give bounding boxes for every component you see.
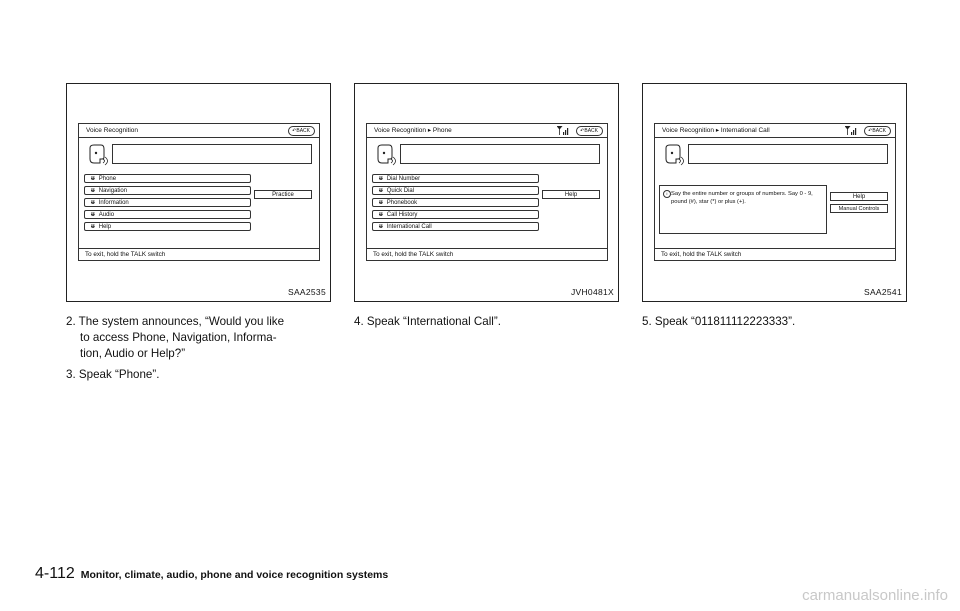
signal-strength-icon	[557, 126, 569, 135]
menu-item-help[interactable]: ᵿ Help	[84, 222, 251, 231]
step-3: 3. Speak “Phone”.	[66, 368, 160, 381]
voice-command-icon: ᵿ	[91, 176, 95, 182]
screen-footer: To exit, hold the TALK switch	[655, 248, 895, 260]
signal-strength-icon	[845, 126, 857, 135]
screen-title: Voice Recognition ▸ Phone	[374, 127, 452, 134]
screen-title: Voice Recognition	[86, 127, 139, 134]
menu-item-call-history[interactable]: ᵿ Call History	[372, 210, 539, 219]
menu-item-international-call[interactable]: ᵿ International Call	[372, 222, 539, 231]
menu-item-information[interactable]: ᵿ Information	[84, 198, 251, 207]
voice-command-icon: ᵿ	[91, 188, 95, 194]
caption-column-1	[66, 314, 336, 383]
step-5: 5. Speak “011811112223333”.	[642, 315, 796, 328]
menu-item-audio[interactable]: ᵿ Audio	[84, 210, 251, 219]
voice-head-icon	[374, 144, 398, 170]
figure-code: SAA2541	[863, 287, 902, 297]
back-arrow-icon: ↶	[292, 128, 297, 134]
menu-item-quick-dial[interactable]: ᵿ Quick Dial	[372, 186, 539, 195]
voice-head-icon	[662, 144, 686, 170]
caption-column-2	[354, 314, 624, 330]
back-button[interactable]: ↶BACK	[576, 126, 603, 136]
page-footer	[35, 565, 388, 583]
watermark: carmanualsonline.info	[802, 587, 948, 604]
menu-item-navigation[interactable]: ᵿ Navigation	[84, 186, 251, 195]
screen-display	[366, 123, 608, 261]
voice-command-icon: ᵿ	[91, 224, 95, 230]
back-arrow-icon: ↶	[580, 128, 585, 134]
practice-button[interactable]: Practice	[254, 190, 312, 199]
instruction-box	[659, 185, 827, 234]
voice-head-icon	[86, 144, 110, 170]
help-button[interactable]: Help	[542, 190, 600, 199]
back-button[interactable]: ↶BACK	[864, 126, 891, 136]
voice-command-icon: ᵿ	[379, 200, 383, 206]
screen-title: Voice Recognition ▸ International Call	[662, 127, 770, 134]
step-2-line-3: tion, Audio or Help?”	[80, 347, 186, 360]
voice-input-field	[112, 144, 312, 164]
voice-command-icon: ᵿ	[379, 176, 383, 182]
step-4: 4. Speak “International Call”.	[354, 315, 501, 328]
screen-display	[654, 123, 896, 261]
screen-footer: To exit, hold the TALK switch	[367, 248, 607, 260]
instruction-text: Say the entire number or groups of numbers. Say 0 - 9, pound (#), star (*) or plus (+).	[671, 191, 813, 205]
menu-item-phonebook[interactable]: ᵿ Phonebook	[372, 198, 539, 207]
info-icon: i	[663, 190, 671, 198]
step-2-line-2: to access Phone, Navigation, Informa-	[80, 331, 277, 344]
help-button[interactable]: Help	[830, 192, 888, 201]
screen-footer: To exit, hold the TALK switch	[79, 248, 319, 260]
voice-input-field	[688, 144, 888, 164]
screen-title-bar	[367, 124, 607, 138]
screen-display	[78, 123, 320, 261]
manual-controls-button[interactable]: Manual Controls	[830, 204, 888, 213]
voice-command-icon: ᵿ	[91, 212, 95, 218]
figure-voice-recognition-phone	[354, 83, 619, 302]
voice-command-icon: ᵿ	[379, 188, 383, 194]
screen-title-bar	[79, 124, 319, 138]
voice-command-icon: ᵿ	[379, 224, 383, 230]
voice-command-icon: ᵿ	[91, 200, 95, 206]
page-number: 4-112	[35, 565, 75, 582]
back-arrow-icon: ↶	[868, 128, 873, 134]
back-button[interactable]: ↶BACK	[288, 126, 315, 136]
voice-input-field	[400, 144, 600, 164]
caption-column-3	[642, 314, 912, 330]
voice-command-icon: ᵿ	[379, 212, 383, 218]
figure-code: JVH0481X	[570, 287, 614, 297]
menu-item-dial-number[interactable]: ᵿ Dial Number	[372, 174, 539, 183]
figure-voice-recognition-menu	[66, 83, 331, 302]
menu-item-phone[interactable]: ᵿ Phone	[84, 174, 251, 183]
figure-voice-recognition-international-call	[642, 83, 907, 302]
figure-code: SAA2535	[287, 287, 326, 297]
screen-title-bar	[655, 124, 895, 138]
section-title: Monitor, climate, audio, phone and voice recognition systems	[80, 569, 389, 581]
step-2-line-1: 2. The system announces, “Would you like	[66, 315, 285, 328]
